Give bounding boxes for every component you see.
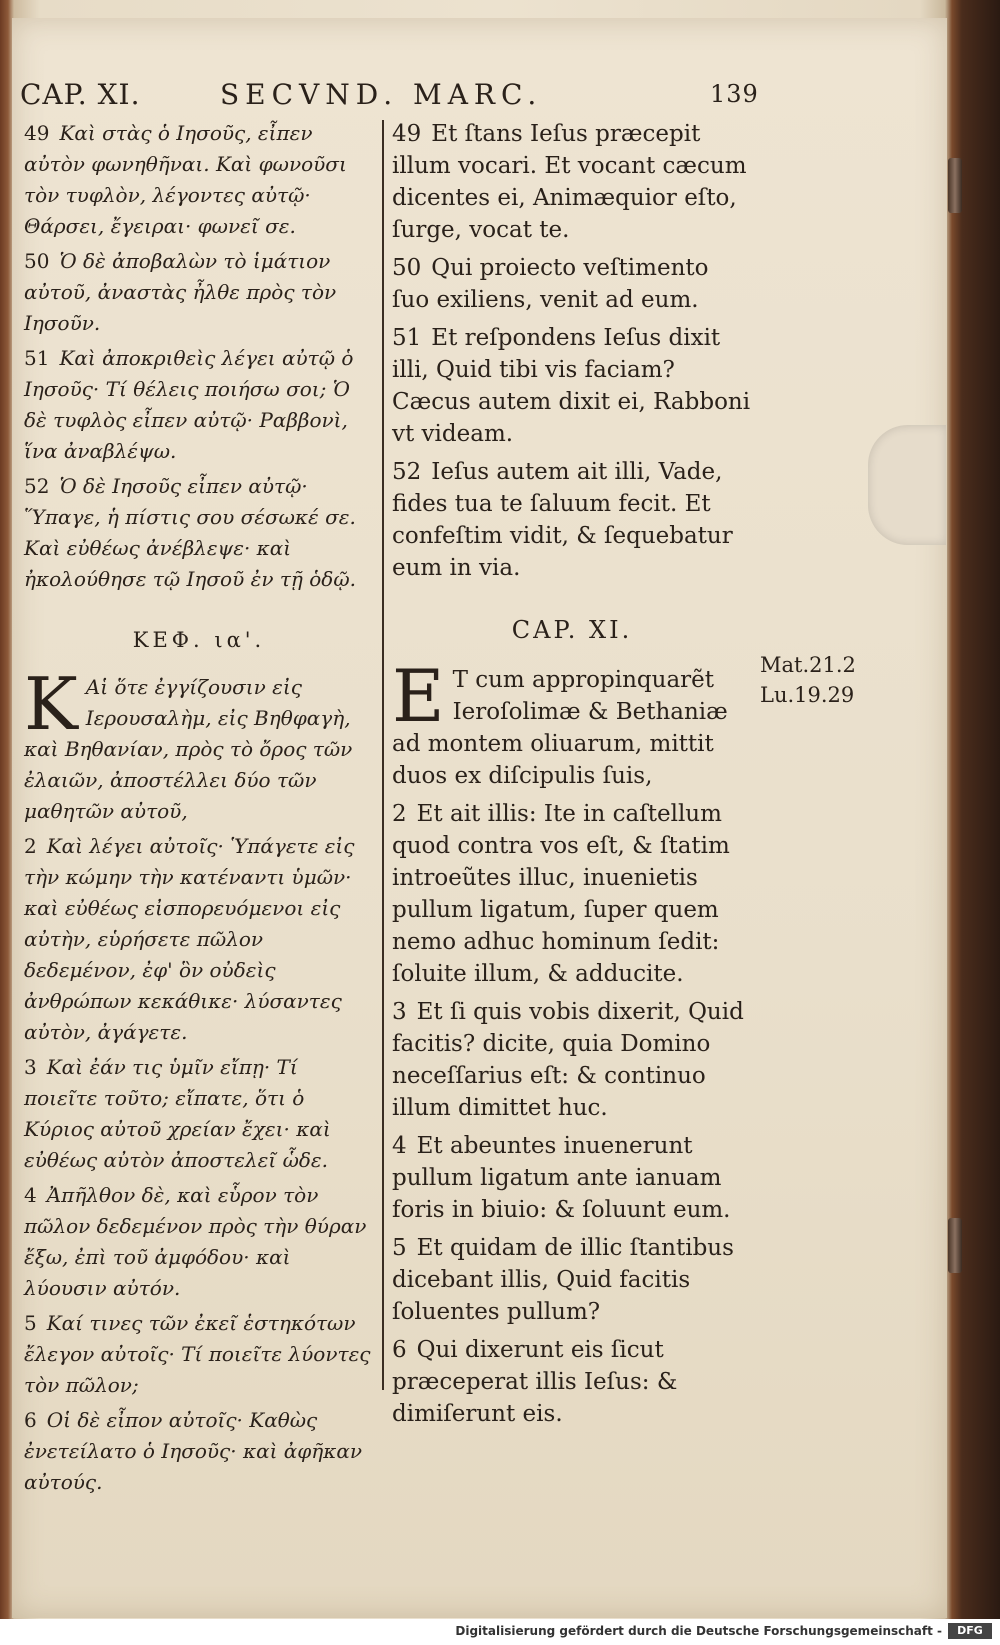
page-number: 139 xyxy=(710,80,759,108)
latin-dropcap: E xyxy=(392,654,445,738)
greek-verse-51: 51 Καὶ ἀποκριθεὶς λέγει αὐτῷ ὁ Ιησοῦς· Τί θέλεις ποιήσω σοι; Ὁ δὲ τυφλὸς εἶπεν αὐτῷ· Ραββονὶ, ἵνα ἀναβλέψω. xyxy=(24,346,354,463)
latin-column xyxy=(392,118,752,1436)
margin-ref-luke: Lu.19.29 xyxy=(760,683,855,707)
latin-verse-5: 5 Et quidam de illic ſtantibus dicebant illis, Quid facitis ſoluentes pullum? xyxy=(392,1235,734,1325)
page-tab-marker xyxy=(868,425,946,545)
header-title: SECVND. MARC. xyxy=(220,78,543,111)
greek-verse-5: 5 Καί τινες τῶν ἐκεῖ ἑστηκότων ἔλεγον αὐτοῖς· Τί ποιεῖτε λύοντες τὸν πῶλον; xyxy=(24,1311,371,1397)
greek-verse-52: 52 Ὁ δὲ Ιησοῦς εἶπεν αὐτῷ· Ὕπαγε, ἡ πίστις σου σέσωκέ σε. Καὶ εὐθέως ἀνέβλεψε· καὶ ἠκολούθησε τῷ Ιησοῦ ἐν τῇ ὁδῷ. xyxy=(24,474,357,591)
greek-chapter-heading: ΚΕΦ. ια'. xyxy=(132,628,266,652)
header-chapter: CAP. XI. xyxy=(20,78,141,111)
latin-verse-4: 4 Et abeuntes inuenerunt pullum ligatum ante ianuam foris in biuio: & ſoluunt eum. xyxy=(392,1133,731,1223)
latin-chapter-heading: CAP. XI. xyxy=(511,616,633,644)
greek-verse-1: Κ Αἱ ὅτε ἐγγίζουσιν εἰς Ιερουσαλὴμ, εἰς Βηθφαγὴ, καὶ Βηθανίαν, πρὸς τὸ ὄρος τῶν ἐλαιῶν, ἀποστέλλει δύο τῶν μαθητῶν αὐτοῦ, xyxy=(24,662,353,823)
greek-verse-50: 50 Ὁ δὲ ἀποβαλὼν τὸ ἱμάτιον αὐτοῦ, ἀναστὰς ἦλθε πρὸς τὸν Ιησοῦν. xyxy=(24,249,337,335)
greek-dropcap: Κ xyxy=(24,662,78,746)
book-clasp-top xyxy=(948,158,962,213)
book-clasp-bottom xyxy=(948,1218,962,1273)
greek-verse-49: 49 Καὶ στὰς ὁ Ιησοῦς, εἶπεν αὐτὸν φωνηθῆναι. Καὶ φωνοῦσι τὸν τυφλὸν, λέγοντες αὐτῷ· Θάρσει, ἔγειραι· φωνεῖ σε. xyxy=(24,121,347,238)
greek-verse-3: 3 Καὶ ἐάν τις ὑμῖν εἴπῃ· Τί ποιεῖτε τοῦτο; εἴπατε, ὅτι ὁ Κύριος αὐτοῦ χρείαν ἔχει· καὶ εὐθέως αὐτὸν ἀποστελεῖ ὧδε. xyxy=(24,1055,331,1172)
latin-verse-51: 51 Et reſpondens Ieſus dixit illi, Quid tibi vis faciam? Cæcus autem dixit ei, Rabboni vt videam. xyxy=(392,325,751,447)
dfg-logo-icon: DFG xyxy=(948,1623,992,1639)
margin-ref-matthew: Mat.21.2 xyxy=(760,653,856,677)
latin-verse-52: 52 Ieſus autem ait illi, Vade, fides tua te ſaluum fecit. Et confeſtim vidit, & ſequebatur eum in via. xyxy=(392,459,733,581)
latin-verse-50: 50 Qui proiecto veſtimento ſuo exiliens, venit ad eum. xyxy=(392,255,709,313)
latin-verse-49: 49 Et ſtans Ieſus præcepit illum vocari. Et vocant cæcum dicentes ei, Animæquior eſto, ſurge, vocat te. xyxy=(392,121,747,243)
latin-verse-2: 2 Et ait illis: Ite in caſtellum quod contra vos eſt, & ſtatim introeũtes illuc, inuenietis pullum ligatum, ſuper quem nemo adhuc hominum ſedit: ſoluite illum, & adducite. xyxy=(392,801,730,987)
column-rule xyxy=(382,120,384,1390)
latin-verse-6: 6 Qui dixerunt eis ſicut præceperat illis Ieſus: & dimiſerunt eis. xyxy=(392,1337,678,1427)
margin-references xyxy=(760,650,870,710)
greek-verse-2: 2 Καὶ λέγει αὐτοῖς· Ὑπάγετε εἰς τὴν κώμην τὴν κατέναντι ὑμῶν· καὶ εὐθέως εἰσπορευόμενοι εἰς αὐτὴν, εὑρήσετε πῶλον δεδεμένον, ἐφ' ὃν οὐδεὶς ἀνθρώπων κεκάθικε· λύσαντες αὐτὸν, ἀγάγετε. xyxy=(24,834,355,1044)
footer-credit: Digitalisierung gefördert durch die Deutsche Forschungsgemeinschaft - xyxy=(455,1624,942,1638)
greek-verse-6: 6 Οἱ δὲ εἶπον αὐτοῖς· Καθὼς ἐνετείλατο ὁ Ιησοῦς· καὶ ἀφῆκαν αὐτούς. xyxy=(24,1408,363,1494)
running-header xyxy=(20,78,759,118)
footer-bar xyxy=(0,1619,1000,1645)
greek-column xyxy=(24,118,374,1502)
greek-verse-4: 4 Ἀπῆλθον δὲ, καὶ εὗρον τὸν πῶλον δεδεμένον πρὸς τὴν θύραν ἔξω, ἐπὶ τοῦ ἀμφόδου· καὶ λύουσιν αὐτόν. xyxy=(24,1183,367,1300)
latin-verse-1: E T cum appropinquarẽt Ieroſolimæ & Bethaniæ ad montem oliuarum, mittit duos ex diſcipulis ſuis, xyxy=(392,654,728,789)
latin-verse-3: 3 Et ſi quis vobis dixerit, Quid facitis? dicite, quia Domino neceſſarius eſt: & continuo illum dimittet huc. xyxy=(392,999,744,1121)
